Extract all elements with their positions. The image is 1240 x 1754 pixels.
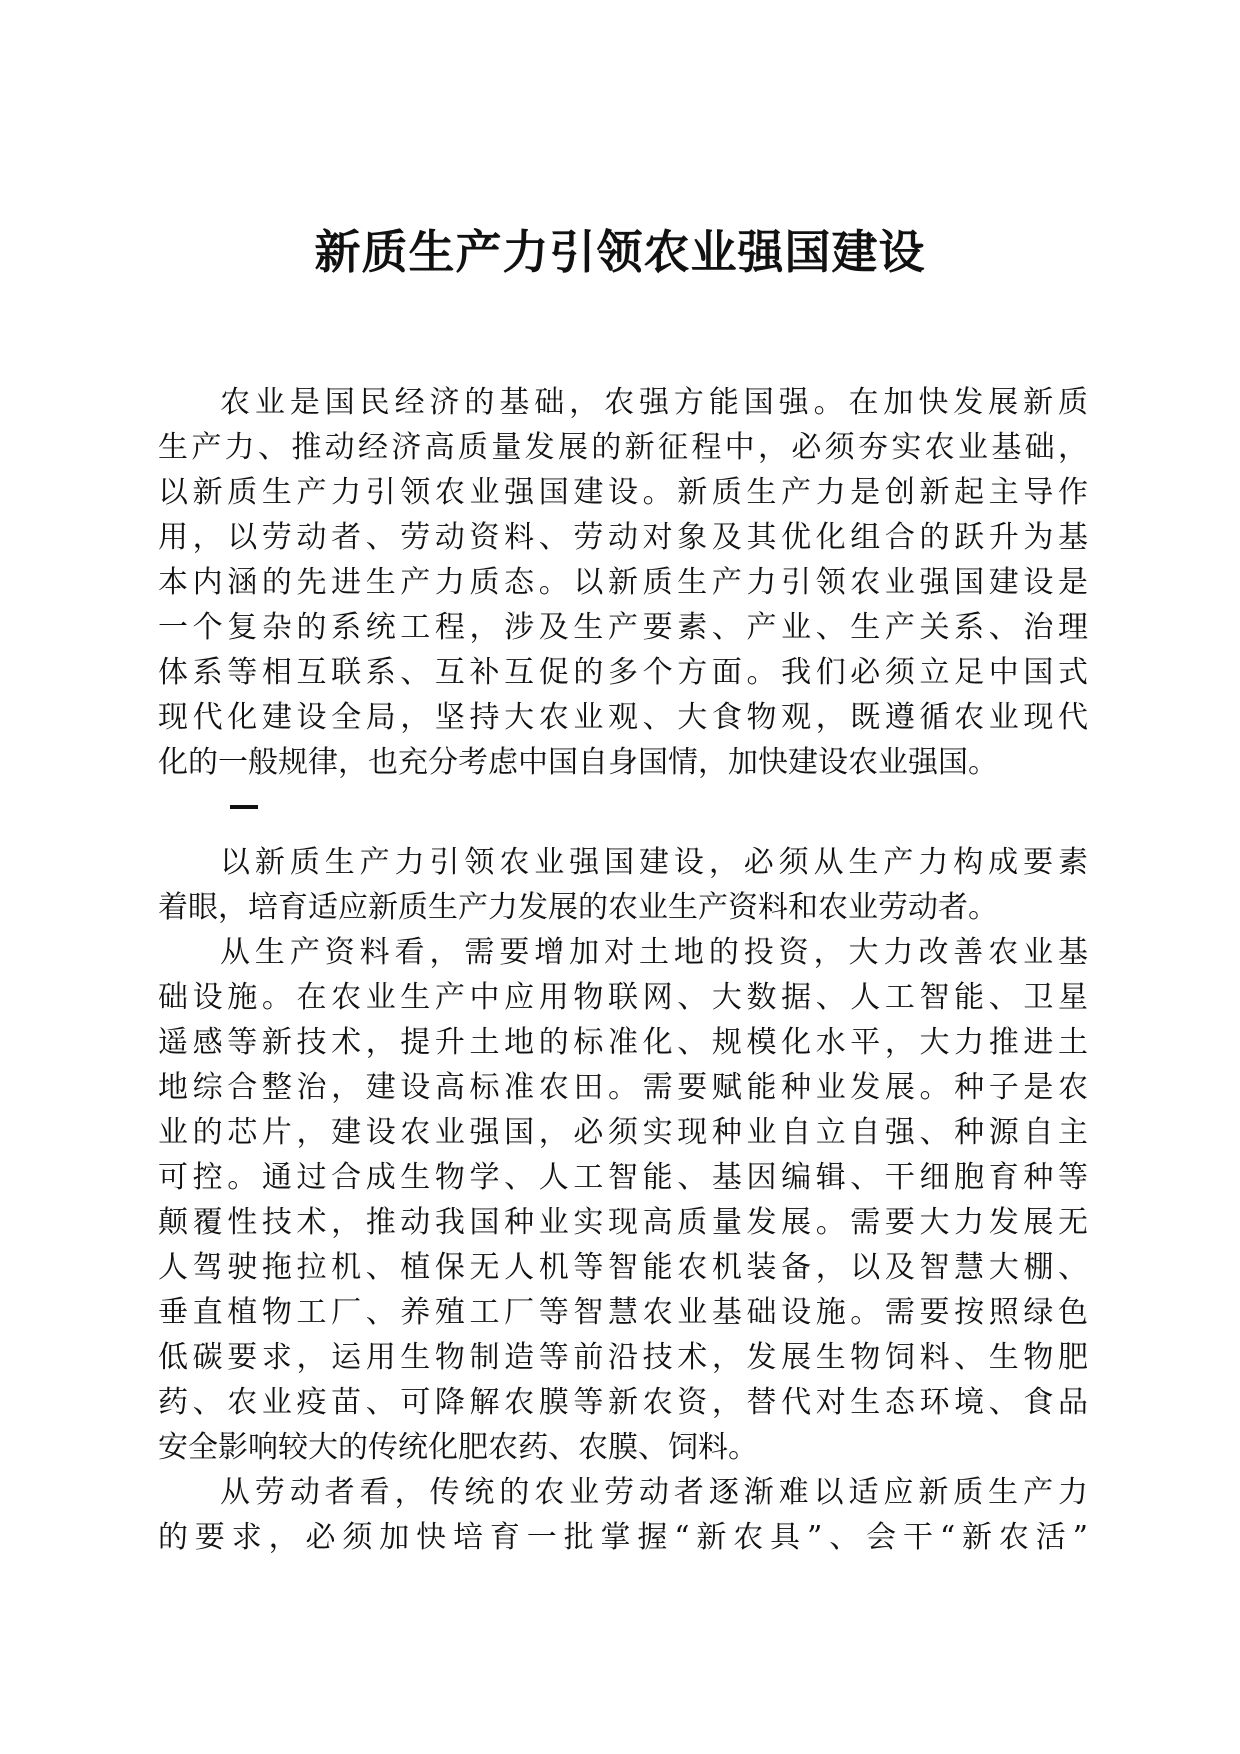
text-line: 础设施。在农业生产中应用物联网、大数据、人工智能、卫星 <box>158 980 1088 1015</box>
paragraph-4 <box>158 1470 1088 1560</box>
text-line: 现代化建设全局，坚持大农业观、大食物观，既遵循农业现代 <box>158 700 1088 735</box>
text-line: 着眼，培育适应新质生产力发展的农业生产资料和农业劳动者。 <box>158 890 998 925</box>
text-line: 垂直植物工厂、养殖工厂等智慧农业基础设施。需要按照绿色 <box>158 1295 1088 1330</box>
paragraph-3 <box>158 930 1088 1470</box>
text-line: 的要求，必须加快培育一批掌握“新农具”、会干“新农活” <box>158 1520 1088 1555</box>
text-line: 化的一般规律，也充分考虑中国自身国情，加快建设农业强国。 <box>158 745 998 780</box>
text-line: 可控。通过合成生物学、人工智能、基因编辑、干细胞育种等 <box>158 1160 1088 1195</box>
page-title: 新质生产力引领农业强国建设 <box>314 225 926 279</box>
spacer <box>158 830 1088 840</box>
article-body <box>158 380 1088 1560</box>
paragraph-1 <box>158 380 1088 785</box>
text-line: 业的芯片，建设农业强国，必须实现种业自立自强、种源自主 <box>158 1115 1088 1150</box>
text-line: 从劳动者看，传统的农业劳动者逐渐难以适应新质生产力 <box>220 1475 1088 1510</box>
text-line: 一个复杂的系统工程，涉及生产要素、产业、生产关系、治理 <box>158 610 1088 645</box>
text-line: 安全影响较大的传统化肥农药、农膜、饲料。 <box>158 1430 758 1465</box>
text-line: 以新质生产力引领农业强国建设，必须从生产力构成要素 <box>220 845 1088 880</box>
text-line: 遥感等新技术，提升土地的标准化、规模化水平，大力推进土 <box>158 1025 1088 1060</box>
section-divider <box>158 785 1088 830</box>
text-line: 地综合整治，建设高标准农田。需要赋能种业发展。种子是农 <box>158 1070 1088 1105</box>
text-line: 以新质生产力引领农业强国建设。新质生产力是创新起主导作 <box>158 475 1088 510</box>
text-line: 从生产资料看，需要增加对土地的投资，大力改善农业基 <box>220 935 1088 970</box>
text-line: 用，以劳动者、劳动资料、劳动对象及其优化组合的跃升为基 <box>158 520 1088 555</box>
dash-mark <box>230 805 258 809</box>
text-line: 药、农业疫苗、可降解农膜等新农资，替代对生态环境、食品 <box>158 1385 1088 1420</box>
text-line: 本内涵的先进生产力质态。以新质生产力引领农业强国建设是 <box>158 565 1088 600</box>
text-line: 颠覆性技术，推动我国种业实现高质量发展。需要大力发展无 <box>158 1205 1088 1240</box>
paragraph-2 <box>158 840 1088 930</box>
text-line: 农业是国民经济的基础，农强方能国强。在加快发展新质 <box>220 385 1088 420</box>
text-line: 人驾驶拖拉机、植保无人机等智能农机装备，以及智慧大棚、 <box>158 1250 1088 1285</box>
text-line: 低碳要求，运用生物制造等前沿技术，发展生物饲料、生物肥 <box>158 1340 1088 1375</box>
text-line: 生产力、推动经济高质量发展的新征程中，必须夯实农业基础， <box>158 430 1088 465</box>
text-line: 体系等相互联系、互补互促的多个方面。我们必须立足中国式 <box>158 655 1088 690</box>
